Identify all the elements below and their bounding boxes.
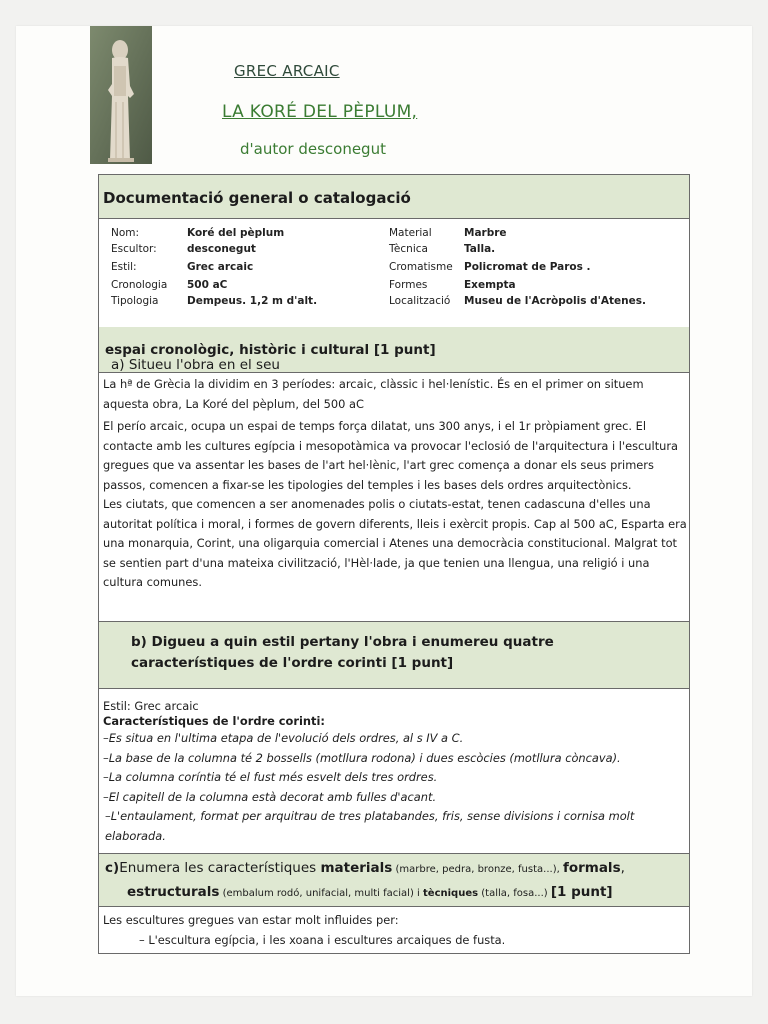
answer-a-paragraph: La hª de Grècia la dividim en 3 períodes: arcaic, clàssic i hel·lenístic. És en el primer on situem aquesta obra, La Koré del pèplum, del 500 aC — [103, 377, 644, 411]
catalog-row-nom: Nom: Koré del pèplum — [111, 227, 285, 239]
catalog-table — [99, 219, 689, 328]
answer-b-item: –La base de la columna té 2 bossells (motllura rodona) i dues escòcies (motllura còncava). — [103, 750, 621, 765]
catalog-title: Documentació general o catalogació — [103, 189, 411, 207]
answer-a — [103, 375, 687, 593]
catalog-row-localitzacio: Localització Museu de l'Acròpolis d'Atenes. — [389, 295, 646, 307]
catalog-row-escultor: Escultor: desconegut — [111, 243, 256, 255]
question-b-band — [99, 621, 689, 689]
answer-b-subtitle: Característiques de l'ordre corinti: — [103, 714, 325, 728]
answer-b-item: –L'entaulament, format per arquitrau de tres platabandes, fris, sense divisions i cornisa molt elaborada. — [105, 809, 635, 843]
catalog-row-estil: Estil: Grec arcaic — [111, 261, 254, 273]
answer-c-intro: Les escultures gregues van estar molt influides per: — [103, 913, 399, 927]
answer-a-paragraph: Les ciutats, que comencen a ser anomenades polis o ciutats-estat, tenen cadascuna d'elles una autoritat política i moral, i formes de govern diferents, lleis i exèrcit propis. Cap al 500 aC, Esparta era una monarquia, Corint, una oligarquia comercial i Atenes una democràcia constitucional. Malgrat tot se sentien part d'una mateixa civilització, l'Hèl·lade, ja que tenien una llengua, una religió i una cultura comunes. — [103, 497, 687, 589]
question-c-band — [99, 853, 689, 907]
question-c-line-2: estructurals (embalum rodó, unifacial, multi facial) i tècniques (talla, fosa...) [1 punt] — [127, 884, 613, 900]
answer-c-item: – L'escultura egípcia, i les xoana i escultures arcaiques de fusta. — [139, 932, 506, 947]
catalog-title-band — [99, 175, 689, 219]
answer-b-item: –El capitell de la columna està decorat amb fulles d'acant. — [103, 789, 437, 804]
worksheet-frame — [98, 174, 690, 954]
header-line-2 — [222, 102, 417, 122]
catalog-row-formes: Formes Exempta — [389, 279, 516, 291]
catalog-row-cronologia: Cronologia 500 aC — [111, 279, 228, 291]
header-line-3: d'autor desconegut — [240, 140, 386, 158]
answer-b-item: –La columna coríntia té el fust més esvelt dels tres ordres. — [103, 770, 438, 784]
header-line-2-text: LA KORÉ DEL PÈPLUM, — [222, 102, 418, 122]
kore-statue-image — [90, 26, 152, 164]
catalog-row-tipologia: Tipologia Dempeus. 1,2 m d'alt. — [111, 295, 318, 307]
answer-a-paragraph: El perío arcaic, ocupa un espai de temps força dilatat, uns 300 anys, i el 1r pròpiament grec. El contacte amb les cultures egípcia i mesopotàmica va provocar l'eclosió de l'arquitectura i l'escultura gregues que va assentar les bases de l'art hel·lènic, l'art grec comença a donar els seus primers passos, comencen a fixar-se les tipologies del temples i les bases dels ordres arquitectònics. — [103, 419, 679, 492]
answer-b — [103, 699, 687, 846]
answer-c — [103, 911, 687, 950]
answer-b-item: –Es situa en l'ultima etapa de l'evolució dels ordres, al s IV a C. — [103, 731, 464, 745]
catalog-row-material: Material Marbre — [389, 227, 507, 239]
answer-b-style: Estil: Grec arcaic — [103, 699, 199, 713]
header-line-1: GREC ARCAIC — [234, 62, 340, 80]
question-a-band — [99, 327, 689, 373]
question-b: b) Digueu a quin estil pertany l'obra i enumereu quatre característiques de l'ordre corinti [1 punt] — [131, 634, 554, 671]
catalog-row-cromatisme: Cromatisme Policromat de Paros . — [389, 261, 591, 273]
question-c-line-1: c)Enumera les característiques materials (marbre, pedra, bronze, fusta...), formals, — [105, 860, 625, 876]
catalog-row-tecnica: Tècnica Talla. — [389, 243, 496, 255]
question-a: a) Situeu l'obra en el seu espai cronològic, històric i cultural [1 punt] — [105, 342, 436, 373]
